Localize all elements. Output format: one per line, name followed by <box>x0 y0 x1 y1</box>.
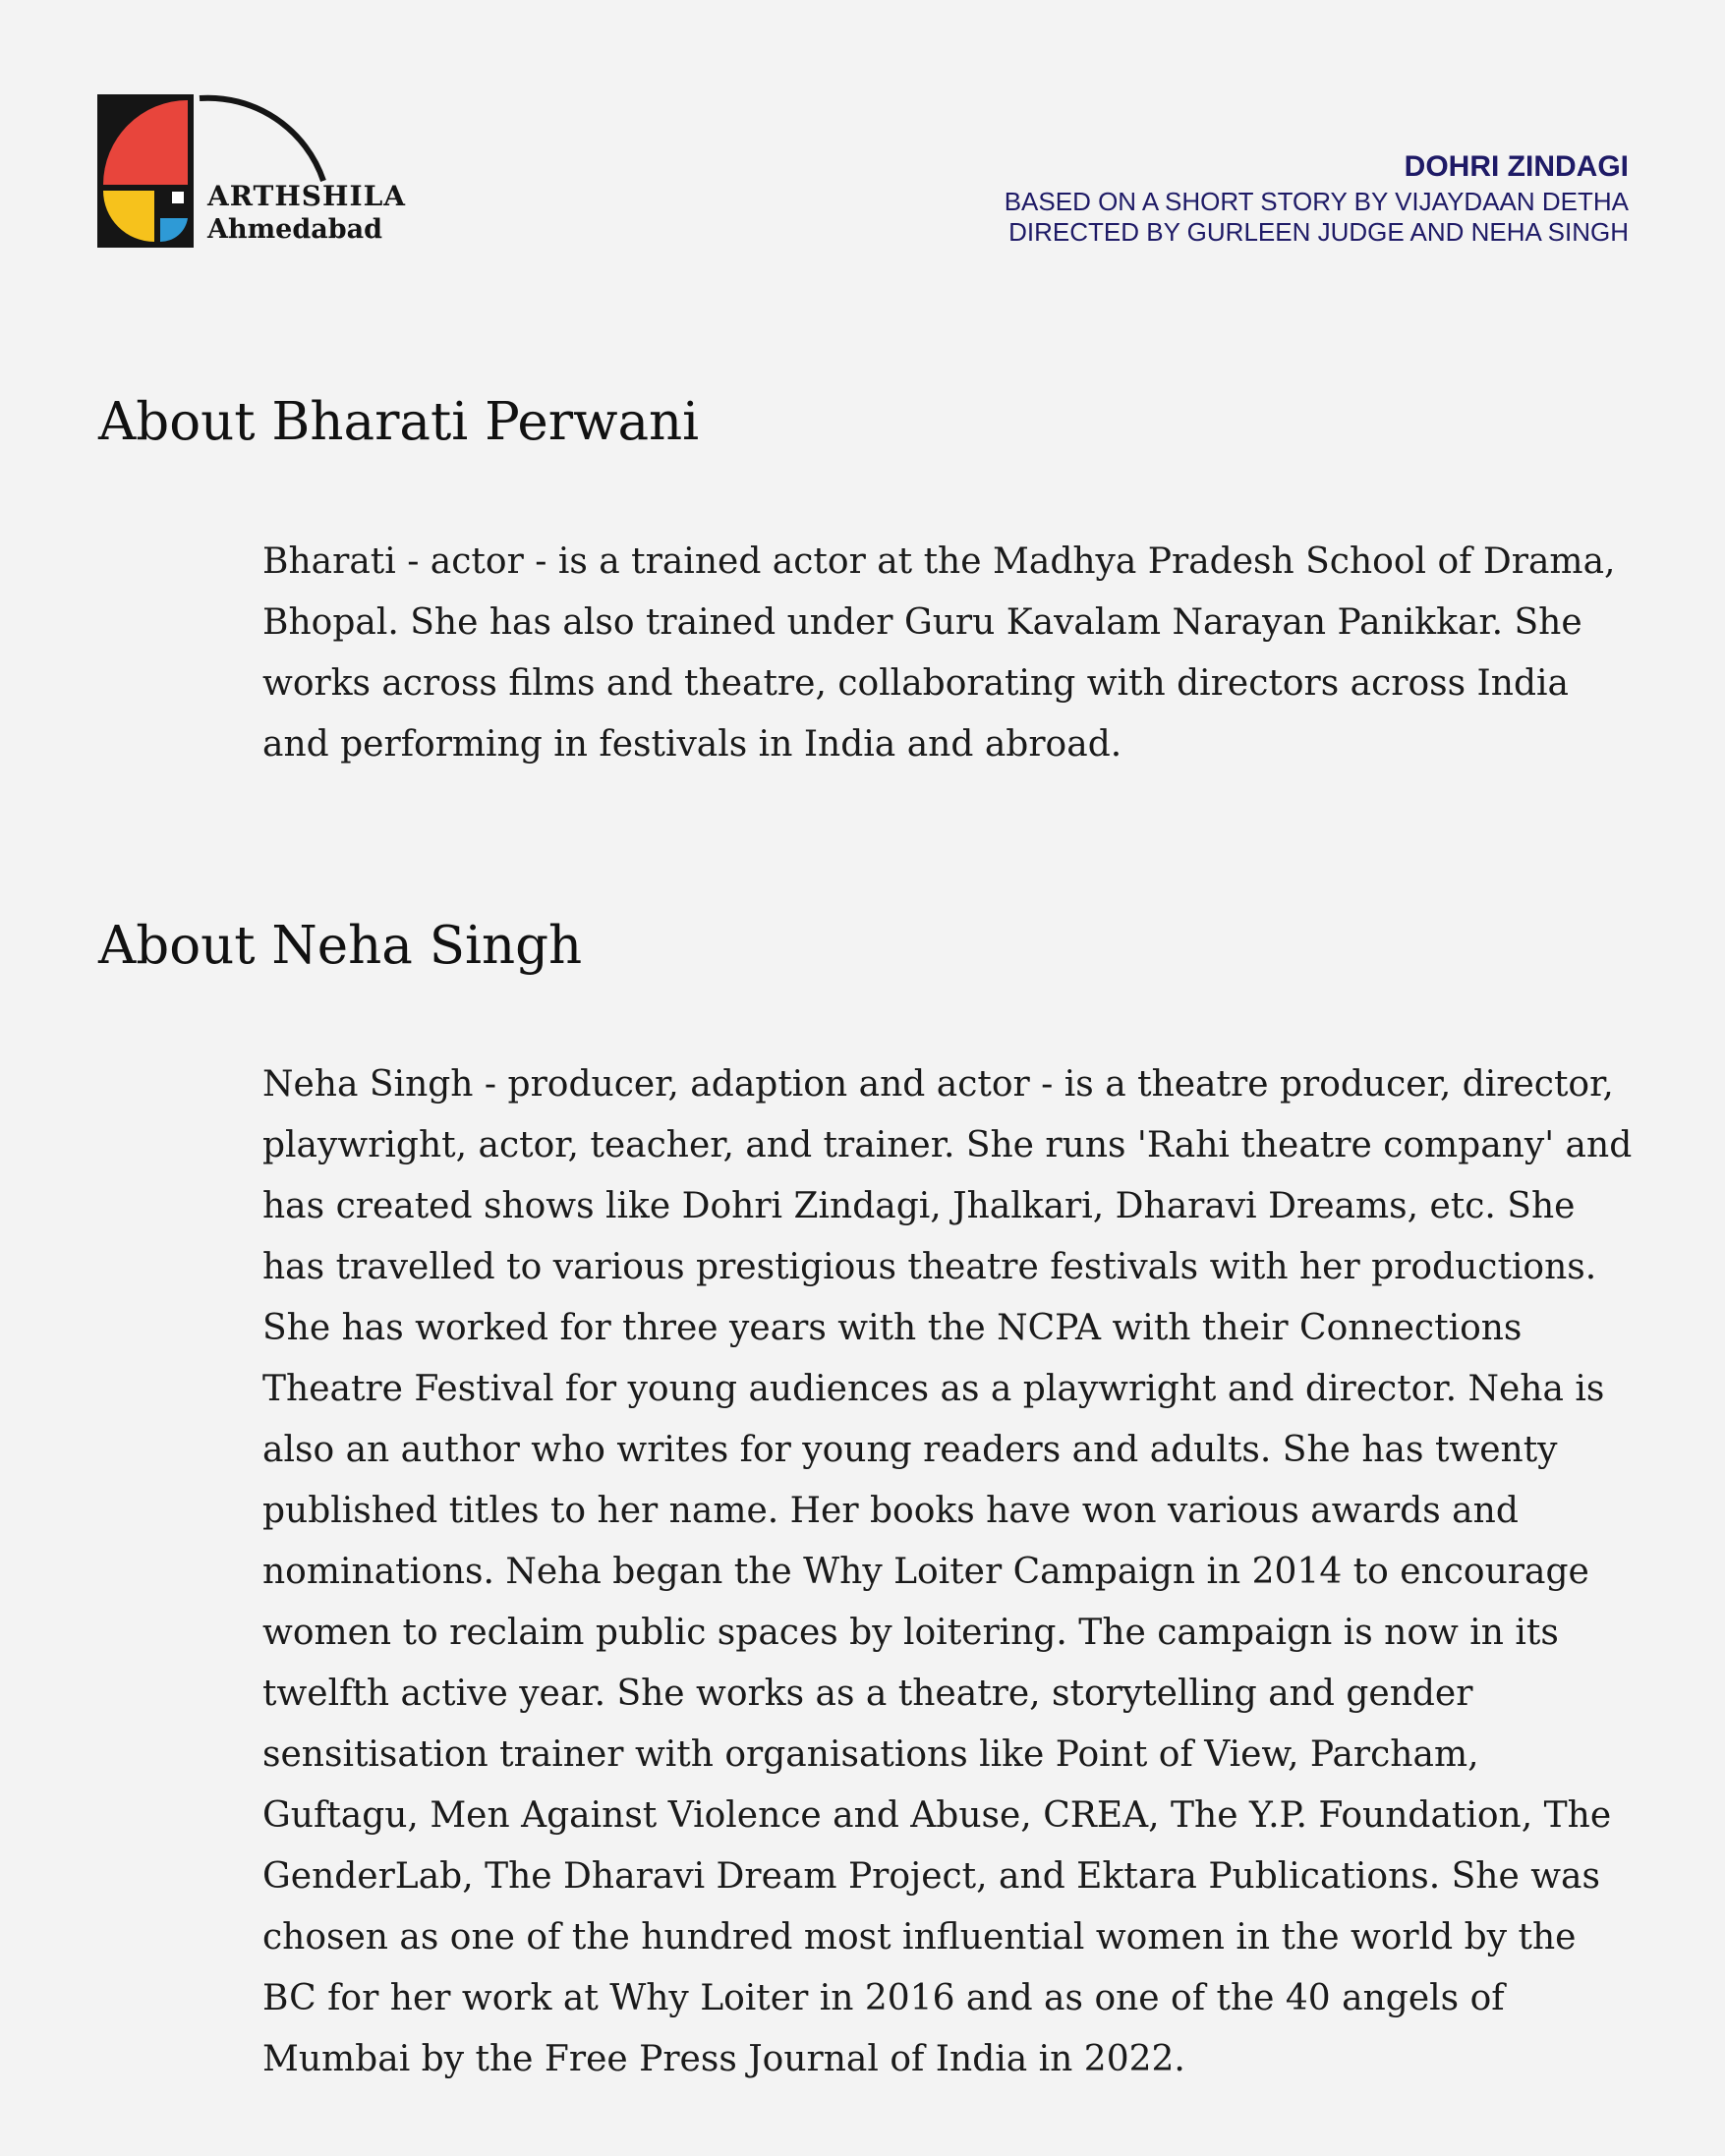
production-directors: DIRECTED BY GURLEEN JUDGE AND NEHA SINGH <box>1008 217 1629 247</box>
production-info <box>1005 149 1629 248</box>
logo-white-square <box>172 192 184 203</box>
arthshila-logo <box>97 94 422 252</box>
bharati-bio: Bharati - actor - is a trained actor at the Madhya Pradesh School of Drama, Bhopal. She has also trained under Guru Kavalam Narayan Panikkar. She works across films and theatre, collaborating with directors across India and performing in festivals in India and abroad. <box>262 541 1616 765</box>
logo-arc <box>200 98 323 181</box>
logo-name: ARTHSHILA <box>207 180 406 212</box>
production-source: BASED ON A SHORT STORY BY VIJAYDAAN DETHA <box>1004 187 1629 216</box>
logo-city: Ahmedabad <box>207 214 382 245</box>
neha-bio: Neha Singh - producer, adaption and actor - is a theatre producer, director, playwright, actor, teacher, and trainer. She runs 'Rahi theatre company' and has created shows like Dohri Zindagi, Jhalkari, Dharavi Dreams, etc. She has travelled to various prestigious theatre festivals with her productions. She has worked for three years with the NCPA with their Connections Theatre Festival for young audiences as a playwright and director. Neha is also an author who writes for young readers and adults. She has twenty published titles to her name. Her books have won various awards and nominations. Neha began the Why Loiter Campaign in 2014 to encourage women to reclaim public spaces by loitering. The campaign is now in its twelfth active year. She works as a theatre, storytelling and gender sensitisation trainer with organisations like Point of View, Parcham, Guftagu, Men Against Violence and Abuse, CREA, The Y.P. Foundation, The GenderLab, The Dharavi Dream Project, and Ektara Publications. She was chosen as one of the hundred most influential women in the world by the BC for her work at Why Loiter in 2016 and as one of the 40 angels of Mumbai by the Free Press Journal of India in 2022. <box>262 1064 1633 2079</box>
production-title: DOHRI ZINDAGI <box>1404 150 1629 183</box>
bharati-heading: About Bharati Perwani <box>98 392 700 452</box>
neha-heading: About Neha Singh <box>98 916 583 976</box>
